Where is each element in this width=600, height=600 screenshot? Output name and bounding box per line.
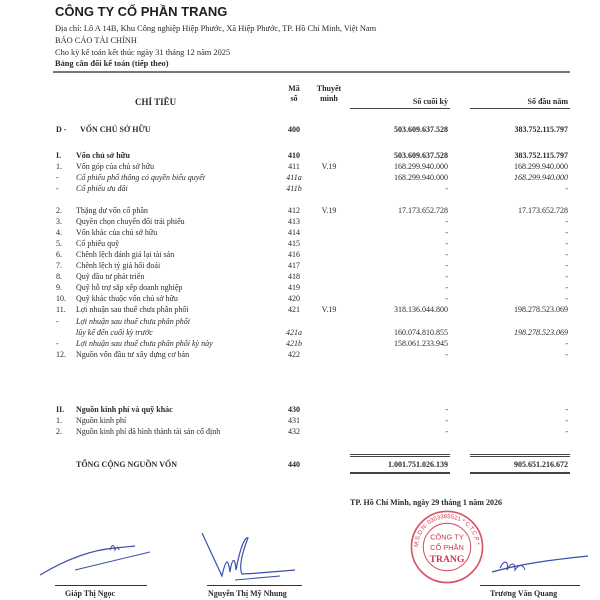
row-code: 400 — [288, 125, 300, 134]
row-begin-year-value: - — [565, 427, 568, 436]
row-code: 440 — [288, 460, 300, 469]
row-end-period-value: 1.001.751.026.139 — [388, 460, 448, 469]
table-row — [0, 172, 600, 183]
row-label: Vốn chủ sở hữu — [76, 151, 130, 160]
table-row — [0, 227, 600, 238]
row-end-period-value: - — [445, 184, 448, 193]
row-end-period-value: - — [445, 427, 448, 436]
sheet-title: Bảng cân đối kế toán (tiếp theo) — [55, 59, 169, 68]
row-end-period-value: 158.061.233.945 — [394, 339, 448, 348]
row-label: Vốn góp của chủ sở hữu — [76, 162, 155, 171]
row-begin-year-value: 168.299.940.000 — [514, 162, 568, 171]
stamp-ring-text-path: M.S.D.N: 0303365521 * C.T.C.P * — [414, 514, 480, 548]
table-row — [0, 161, 600, 172]
column-header-note — [312, 84, 346, 104]
table-row — [0, 327, 600, 338]
report-title: BÁO CÁO TÀI CHÍNH — [55, 36, 137, 45]
row-number: I. — [56, 151, 62, 160]
director-signature — [490, 548, 590, 578]
preparer-sign-line — [55, 585, 147, 586]
row-label: Thặng dư vốn cổ phần — [76, 206, 148, 215]
row-end-period-value: - — [445, 261, 448, 270]
row-label: Cổ phiếu phổ thông có quyền biểu quyết — [76, 173, 206, 182]
row-code: 411 — [288, 162, 300, 171]
row-label: Quỹ khác thuộc vốn chủ sở hữu — [76, 294, 178, 303]
row-number: 12. — [56, 350, 66, 359]
row-note: V.19 — [321, 206, 337, 215]
row-label: Nguồn kinh phí và quỹ khác — [76, 405, 173, 414]
table-row — [0, 293, 600, 304]
row-begin-year-value: 383.752.115.797 — [514, 125, 568, 134]
row-code: 422 — [288, 350, 300, 359]
row-number: 11. — [56, 305, 66, 314]
row-begin-year-value: - — [565, 228, 568, 237]
column-header-begin-year: Số đầu năm — [527, 97, 568, 106]
row-begin-year-value: - — [565, 261, 568, 270]
row-code: 414 — [288, 228, 300, 237]
stamp-line3: TRANG — [429, 553, 465, 565]
total-begin-top-line — [470, 454, 570, 455]
chief-accountant-sign-line — [207, 585, 302, 586]
total-end-top-line2 — [350, 456, 450, 457]
row-number: 2. — [56, 206, 62, 215]
table-row — [0, 260, 600, 271]
row-number: - — [56, 173, 59, 182]
row-begin-year-value: - — [565, 350, 568, 359]
row-begin-year-value: 198.278.523.069 — [514, 305, 568, 314]
row-code: 421 — [288, 305, 300, 314]
row-code: 415 — [288, 239, 300, 248]
row-label: Vốn khác của chủ sở hữu — [76, 228, 158, 237]
total-end-bottom-line — [350, 472, 450, 474]
row-begin-year-value: - — [565, 184, 568, 193]
row-number: - — [56, 184, 59, 193]
table-row — [0, 415, 600, 426]
preparer-signature — [35, 530, 155, 580]
row-label: Lợi nhuận sau thuế chưa phân phối kỳ này — [76, 339, 213, 348]
row-number: 4. — [56, 228, 62, 237]
row-end-period-value: - — [445, 217, 448, 226]
row-label: Cổ phiếu ưu đãi — [76, 184, 128, 193]
code-line2: số — [290, 94, 298, 103]
row-code: 432 — [288, 427, 300, 436]
stamp-line1: CÔNG TY — [430, 532, 464, 542]
row-code: 431 — [288, 416, 300, 425]
row-number: 2. — [56, 427, 62, 436]
row-note: V.19 — [321, 162, 337, 171]
row-number: 10. — [56, 294, 66, 303]
table-row — [0, 338, 600, 349]
row-code: 430 — [288, 405, 300, 414]
row-end-period-value: 168.299.940.000 — [394, 173, 448, 182]
row-code: 421b — [286, 339, 302, 348]
table-row — [0, 238, 600, 249]
row-label: Lợi nhuận sau thuế chưa phân phối — [76, 305, 189, 314]
row-code: 416 — [288, 250, 300, 259]
company-address: Địa chỉ: Lô A 14B, Khu Công nghiệp Hiệp Phước, Xã Hiệp Phước, TP. Hồ Chí Minh, Việt Nam — [55, 24, 377, 33]
row-end-period-value: 503.609.637.528 — [394, 125, 448, 134]
row-begin-year-value: - — [565, 272, 568, 281]
row-end-period-value: - — [445, 350, 448, 359]
row-number: II. — [56, 405, 65, 414]
table-row — [0, 183, 600, 194]
row-label: Nguồn vốn đầu tư xây dựng cơ bản — [76, 350, 190, 359]
code-line1: Mã — [288, 84, 300, 93]
row-begin-year-value: - — [565, 239, 568, 248]
row-label: Chênh lệch đánh giá lại tài sản — [76, 250, 175, 259]
row-end-period-value: - — [445, 294, 448, 303]
table-row — [0, 349, 600, 360]
row-label: Quỹ hỗ trợ sắp xếp doanh nghiệp — [76, 283, 183, 292]
row-begin-year-value: - — [565, 217, 568, 226]
report-period: Cho kỳ kế toán kết thúc ngày 31 tháng 12 năm 2025 — [55, 48, 231, 57]
table-row — [0, 304, 600, 315]
stamp-line2: CỔ PHẦN — [430, 542, 464, 552]
table-row — [0, 205, 600, 216]
total-end-top-line — [350, 454, 450, 455]
row-number: 5. — [56, 239, 62, 248]
header-divider — [53, 71, 570, 73]
table-row — [0, 216, 600, 227]
row-code: 420 — [288, 294, 300, 303]
company-stamp — [410, 510, 484, 584]
row-number: 7. — [56, 261, 62, 270]
row-label: Quỹ đầu tư phát triển — [76, 272, 145, 281]
company-name: CÔNG TY CỔ PHẦN TRANG — [55, 4, 228, 19]
row-code: 412 — [288, 206, 300, 215]
row-label: Nguồn kinh phí — [76, 416, 127, 425]
row-label: Chênh lệch tỷ giá hối đoái — [76, 261, 161, 270]
table-row — [0, 249, 600, 260]
row-code: 413 — [288, 217, 300, 226]
table-row — [0, 426, 600, 437]
row-begin-year-value: - — [565, 250, 568, 259]
row-begin-year-value: - — [565, 416, 568, 425]
end-period-underline — [350, 108, 450, 109]
row-label: Quyền chọn chuyển đổi trái phiếu — [76, 217, 185, 226]
row-end-period-value: 503.609.637.528 — [394, 151, 448, 160]
row-code: 411a — [286, 173, 302, 182]
row-note: V.19 — [321, 305, 337, 314]
row-begin-year-value: - — [565, 405, 568, 414]
table-row — [0, 124, 600, 135]
total-begin-bottom-line — [470, 472, 570, 474]
row-code: 411b — [286, 184, 302, 193]
row-end-period-value: 168.299.940.000 — [394, 162, 448, 171]
row-end-period-value: - — [445, 416, 448, 425]
row-number: 1. — [56, 162, 62, 171]
row-end-period-value: 160.074.810.855 — [394, 328, 448, 337]
row-end-period-value: - — [445, 405, 448, 414]
chief-accountant-signature — [200, 528, 300, 583]
row-begin-year-value: 17.173.652.728 — [518, 206, 568, 215]
row-end-period-value: 318.136.044.800 — [394, 305, 448, 314]
row-end-period-value: - — [445, 272, 448, 281]
table-row — [0, 316, 600, 327]
row-number: 8. — [56, 272, 62, 281]
row-number: - — [56, 339, 59, 348]
row-label: VỐN CHỦ SỞ HỮU — [80, 125, 151, 134]
table-row — [0, 404, 600, 415]
row-label: Lợi nhuận sau thuế chưa phân phối — [76, 317, 190, 326]
row-code: 417 — [288, 261, 300, 270]
row-code: 419 — [288, 283, 300, 292]
row-begin-year-value: - — [565, 283, 568, 292]
row-begin-year-value: 905.651.216.672 — [514, 460, 568, 469]
director-sign-line — [480, 585, 580, 586]
row-label: Cổ phiếu quỹ — [76, 239, 120, 248]
place-date: TP. Hồ Chí Minh, ngày 29 tháng 1 năm 2026 — [350, 498, 502, 507]
row-code: 421a — [286, 328, 302, 337]
preparer-name: Giáp Thị Ngọc — [65, 589, 116, 598]
column-header-code — [282, 84, 306, 104]
column-header-item: CHỈ TIÊU — [135, 97, 177, 107]
table-row — [0, 271, 600, 282]
row-begin-year-value: - — [565, 339, 568, 348]
row-end-period-value: - — [445, 239, 448, 248]
table-row — [0, 459, 600, 470]
row-begin-year-value: - — [565, 294, 568, 303]
row-begin-year-value: 383.752.115.797 — [514, 151, 568, 160]
row-number: 6. — [56, 250, 62, 259]
row-label: TỔNG CỘNG NGUỒN VỐN — [76, 460, 177, 469]
note-line2: minh — [320, 94, 338, 103]
table-row — [0, 150, 600, 161]
row-number: 9. — [56, 283, 62, 292]
row-end-period-value: 17.173.652.728 — [398, 206, 448, 215]
begin-year-underline — [470, 108, 570, 109]
column-header-end-period: Số cuối kỳ — [412, 97, 448, 106]
row-number: D - — [56, 125, 67, 134]
row-code: 418 — [288, 272, 300, 281]
row-end-period-value: - — [445, 228, 448, 237]
row-number: 1. — [56, 416, 62, 425]
row-begin-year-value: 198.278.523.069 — [514, 328, 568, 337]
row-end-period-value: - — [445, 250, 448, 259]
note-line1: Thuyết — [316, 84, 342, 93]
total-begin-top-line2 — [470, 456, 570, 457]
row-label: lũy kế đến cuối kỳ trước — [76, 328, 153, 337]
row-number: 3. — [56, 217, 62, 226]
row-begin-year-value: 168.299.940.000 — [514, 173, 568, 182]
director-name: Trương Văn Quang — [490, 589, 558, 598]
chief-accountant-name: Nguyễn Thị Mỹ Nhung — [208, 589, 287, 598]
row-code: 410 — [288, 151, 300, 160]
row-number: - — [56, 317, 59, 326]
row-label: Nguồn kinh phí đã hình thành tài sản cố định — [76, 427, 221, 436]
table-row — [0, 282, 600, 293]
row-end-period-value: - — [445, 283, 448, 292]
